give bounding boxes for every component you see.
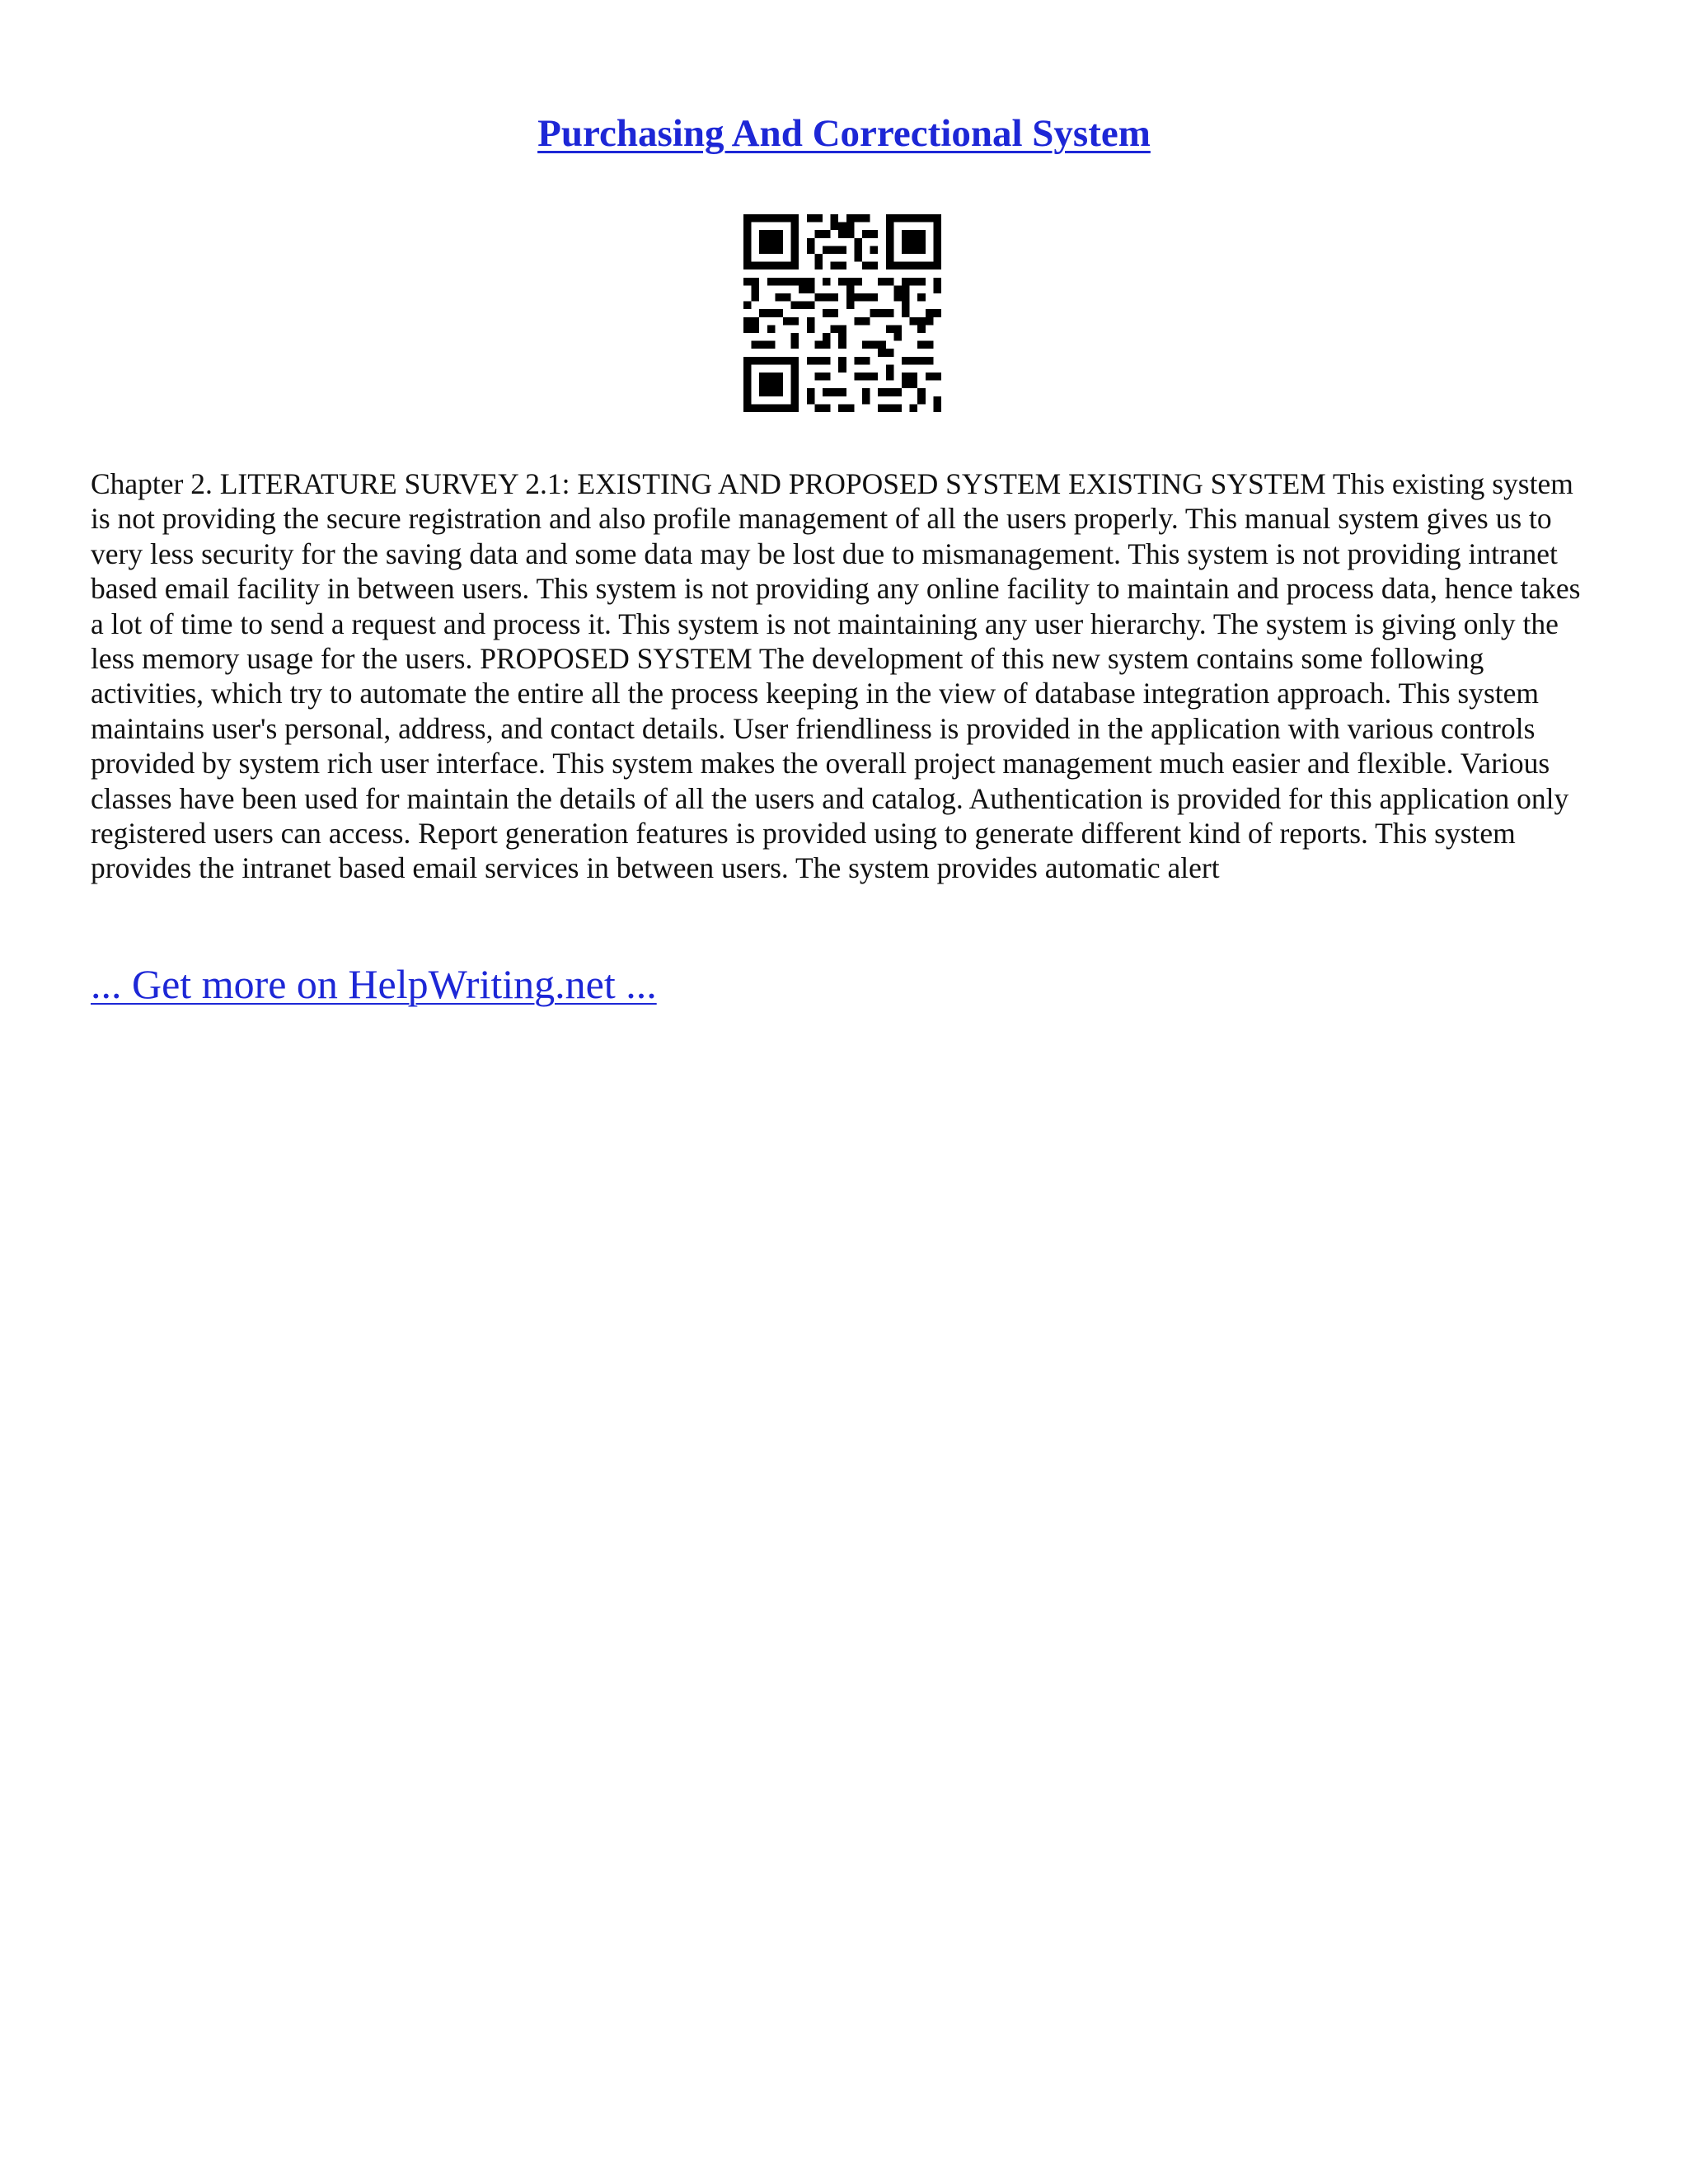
page-title — [0, 105, 1688, 162]
qr-code-icon — [743, 214, 941, 412]
more-link-container — [91, 958, 657, 1010]
qr-code-graphic — [743, 214, 941, 412]
body-paragraph: Chapter 2. LITERATURE SURVEY 2.1: EXISTING AND PROPOSED SYSTEM EXISTING SYSTEM This existing system is not providing the secure registration and also profile management of all the users properly. This manual system gives us to very less security for the saving data and some data may be lost due to mismanagement. This system is not providing intranet based email facility in between users. This system is not providing any online facility to maintain and process data, hence takes a lot of time to send a request and process it. This system is not maintaining any user hierarchy. The system is giving only the less memory usage for the users. PROPOSED SYSTEM The development of this new system contains some following activities, which try to automate the entire all the process keeping in the view of database integration approach. This system maintains user's personal, address, and contact details. User friendliness is provided in the application with various controls provided by system rich user interface. This system makes the overall project management much easier and flexible. Various classes have been used for maintain the details of all the users and catalog. Authentication is provided for this application only registered users can access. Report generation features is provided using to generate different kind of reports. This system provides the intranet based email services in between users. The system provides automatic alert — [91, 467, 1581, 885]
get-more-link[interactable]: ... Get more on HelpWriting.net ... — [91, 961, 657, 1007]
title-link[interactable]: Purchasing And Correctional System — [537, 112, 1151, 155]
